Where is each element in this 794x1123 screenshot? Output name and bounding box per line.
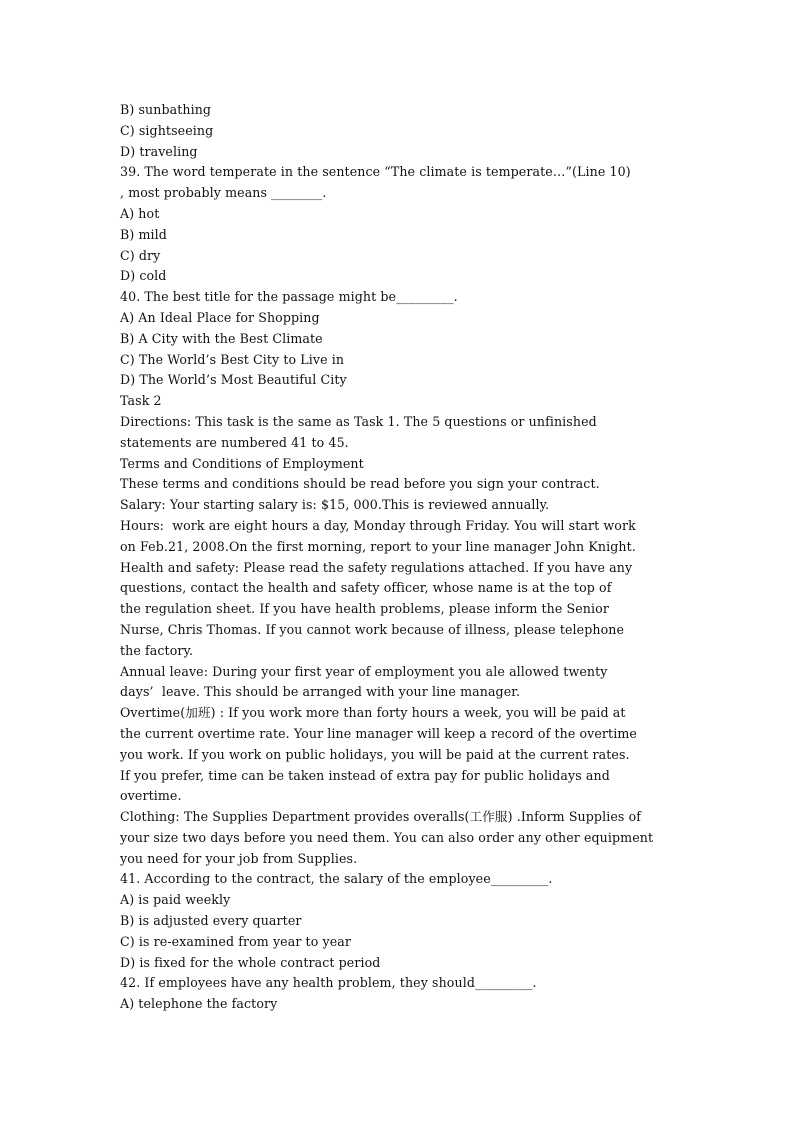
option-b-sunbathing: B) sunbathing [120, 102, 212, 117]
annual-leave-line-1: Annual leave: During your first year of employment you ale allowed twenty [120, 663, 608, 679]
salary-paragraph: Salary: Your starting salary is: $15, 000.This is reviewed annually. [120, 497, 550, 513]
option-b-climate: B) A City with the Best Climate [120, 330, 323, 346]
health-safety-line-5: the factory. [120, 642, 194, 658]
option-c-year-to-year: C) is re-examined from year to year [120, 933, 351, 949]
clothing-line-1: Clothing: The Supplies Department provides overalls(工作服) .Inform Supplies of [120, 809, 642, 825]
option-d-traveling: D) traveling [120, 143, 198, 159]
option-d-fixed: D) is fixed for the whole contract period [120, 954, 381, 970]
option-a-weekly: A) is paid weekly [120, 892, 231, 908]
task-2-heading: Task 2 [120, 393, 162, 409]
option-a-shopping: A) An Ideal Place for Shopping [120, 309, 320, 325]
option-c-sightseeing: C) sightseeing [120, 122, 214, 138]
health-safety-line-2: questions, contact the health and safety officer, whose name is at the top of [120, 580, 612, 596]
hours-line-1: Hours: work are eight hours a day, Monday through Friday. You will start work [120, 517, 636, 533]
option-b-quarter: B) is adjusted every quarter [120, 913, 302, 929]
question-39-line-2: , most probably means ________. [120, 185, 327, 201]
overtime-line-3: you work. If you work on public holidays, you will be paid at the current rates. [120, 746, 630, 762]
option-a-telephone-factory: A) telephone the factory [120, 996, 278, 1012]
clothing-line-2: your size two days before you need them. You can also order any other equipment [120, 829, 654, 845]
option-d-cold: D) cold [120, 268, 167, 284]
question-39-line-1: 39. The word temperate in the sentence “The climate is temperate…”(Line 10) [120, 164, 631, 180]
annual-leave-line-2: days’ leave. This should be arranged with your line manager. [120, 684, 521, 700]
health-safety-line-1: Health and safety: Please read the safety regulations attached. If you have any [120, 559, 633, 575]
health-safety-line-4: Nurse, Chris Thomas. If you cannot work because of illness, please telephone [120, 621, 625, 637]
directions-line-1: Directions: This task is the same as Task 1. The 5 questions or unfinished [120, 413, 597, 429]
option-b-mild: B) mild [120, 226, 167, 242]
option-c-dry: C) dry [120, 247, 161, 263]
passage-title: Terms and Conditions of Employment [120, 455, 364, 471]
option-c-best-city: C) The World’s Best City to Live in [120, 351, 345, 367]
option-a-hot: A) hot [120, 205, 160, 221]
overtime-line-5: overtime. [120, 788, 182, 804]
overtime-line-1: Overtime(加班) : If you work more than forty hours a week, you will be paid at [120, 705, 626, 721]
passage-intro: These terms and conditions should be read before you sign your contract. [120, 476, 600, 492]
document-body [120, 100, 680, 1015]
overtime-line-2: the current overtime rate. Your line manager will keep a record of the overtime [120, 725, 637, 741]
clothing-line-3: you need for your job from Supplies. [120, 850, 358, 866]
question-42: 42. If employees have any health problem, they should_________. [120, 975, 537, 991]
overtime-line-4: If you prefer, time can be taken instead of extra pay for public holidays and [120, 767, 610, 783]
hours-line-2: on Feb.21, 2008.On the first morning, report to your line manager John Knight. [120, 538, 636, 554]
health-safety-line-3: the regulation sheet. If you have health problems, please inform the Senior [120, 601, 609, 617]
directions-line-2: statements are numbered 41 to 45. [120, 434, 349, 450]
option-d-beautiful-city: D) The World’s Most Beautiful City [120, 372, 347, 388]
question-40: 40. The best title for the passage might be_________. [120, 289, 458, 305]
question-41: 41. According to the contract, the salary of the employee_________. [120, 871, 553, 887]
